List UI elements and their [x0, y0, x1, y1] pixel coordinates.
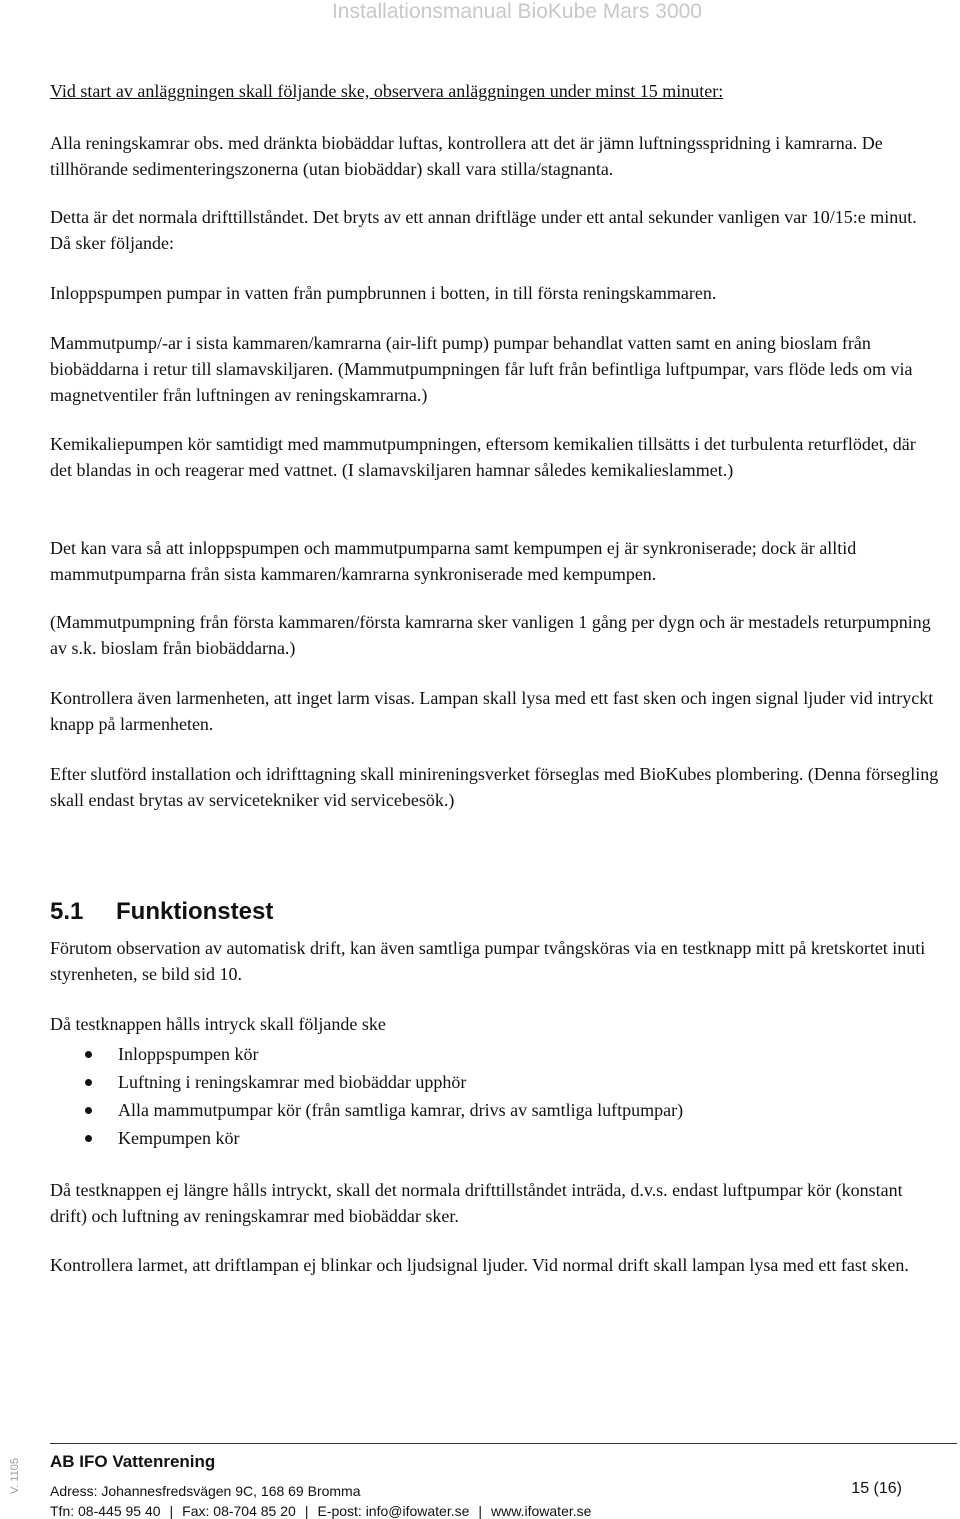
- paragraph-release: Då testknappen ej längre hålls intryckt, skall det normala drifttillståndet inträda, d.v.s. endast luftpumpar kör (konstant drift) och luftning av reningskamrar med biobäddar sker.: [50, 1180, 903, 1226]
- list-item: Luftning i reningskamrar med biobäddar upphör: [50, 1068, 940, 1096]
- footer-company: AB IFO Vattenrening: [50, 1452, 216, 1471]
- footer-contact: Tfn: 08-445 95 40 | Fax: 08-704 85 20 | E-post: info@ifowater.se | www.ifowater.se: [50, 1503, 592, 1519]
- footer-address: Adress: Johannesfredsvägen 9C, 168 69 Bromma: [50, 1483, 361, 1499]
- bullet-icon: [85, 1051, 92, 1058]
- bullet-list: [50, 1040, 940, 1152]
- list-intro: Då testknappen hålls intryck skall följande ske: [50, 1014, 386, 1034]
- header-title: Installationsmanual BioKube Mars 3000: [331, 0, 702, 23]
- paragraph-sealing: Efter slutförd installation och idrifttagning skall minireningsverket förseglas med BioKubes plombering. (Denna försegling skall endast brytas av servicetekniker vid servicebesök.): [50, 764, 939, 810]
- paragraph-mammoth-pump: Mammutpump/-ar i sista kammaren/kamrarna (air-lift pump) pumpar behandlat vatten samt en aning bioslam från biobäddarna i retur till slamavskiljaren. (Mammutpumpningen får luft från befintliga luftpumpar, vars flöde leds om via magnetventiler från luftningen av reningskamrarna.): [50, 333, 913, 405]
- section-heading: [50, 896, 273, 928]
- page-number: 15 (16): [851, 1480, 902, 1497]
- bullet-icon: [85, 1107, 92, 1114]
- footer-divider: [50, 1443, 957, 1444]
- footer-fax: Fax: 08-704 85 20: [182, 1503, 296, 1519]
- bullet-icon: [85, 1135, 92, 1142]
- list-item: Kempumpen kör: [50, 1124, 940, 1152]
- list-item: Alla mammutpumpar kör (från samtliga kamrar, drivs av samtliga luftpumpar): [50, 1096, 940, 1124]
- section-number: 5.1: [50, 898, 84, 925]
- paragraph-function-test: Förutom observation av automatisk drift, kan även samtliga pumpar tvångsköras via en testknapp mitt på kretskortet inuti styrenheten, se bild sid 10.: [50, 938, 926, 984]
- section-title: Funktionstest: [116, 898, 274, 925]
- version-label: V. 1105: [9, 1457, 22, 1495]
- paragraph-aeration: Alla reningskamrar obs. med dränkta biobäddar luftas, kontrollera att det är jämn luftningsspridning i kamrarna. De tillhörande sedimenteringszonerna (utan biobäddar) skall vara stilla/stagnanta.: [50, 133, 883, 179]
- paragraph-inlet-pump: Inloppspumpen pumpar in vatten från pumpbrunnen i botten, in till första reningskammaren.: [50, 283, 717, 303]
- bullet-icon: [85, 1079, 92, 1086]
- paragraph-check-alarm: Kontrollera larmet, att driftlampan ej blinkar och ljudsignal ljuder. Vid normal drift skall lampan lysa med ett fast sken.: [50, 1255, 909, 1275]
- paragraph-alarm-unit: Kontrollera även larmenheten, att inget larm visas. Lampan skall lysa med ett fast sken och ingen signal ljuder vid intryckt knapp på larmenheten.: [50, 688, 934, 734]
- paragraph-synchronization: Det kan vara så att inloppspumpen och mammutpumparna samt kempumpen ej är synkroniserade; dock är alltid mammutpumparna från sista kammaren/kamrarna synkroniserade med kempumpen.: [50, 538, 857, 584]
- footer-website[interactable]: www.ifowater.se: [491, 1503, 592, 1519]
- footer-email[interactable]: E-post: info@ifowater.se: [317, 1503, 470, 1519]
- footer-phone: Tfn: 08-445 95 40: [50, 1503, 161, 1519]
- paragraph-first-chamber: (Mammutpumpning från första kammaren/första kamrarna sker vanligen 1 gång per dygn och är mestadels returpumpning av s.k. bioslam från biobäddarna.): [50, 612, 931, 658]
- paragraph-chemical-pump: Kemikaliepumpen kör samtidigt med mammutpumpningen, eftersom kemikalien tillsätts i det turbulenta returflödet, där det blandas in och reagerar med vattnet. (I slamavskiljaren hamnar således kemikalieslammet.): [50, 434, 916, 480]
- list-item: Inloppspumpen kör: [50, 1040, 940, 1068]
- paragraph-normal-state: Detta är det normala drifttillståndet. Det bryts av ett annan driftläge under ett antal sekunder vanligen var 10/15:e minut. Då sker följande:: [50, 207, 917, 253]
- intro-heading: Vid start av anläggningen skall följande ske, observera anläggningen under minst 15 minuter:: [50, 81, 724, 101]
